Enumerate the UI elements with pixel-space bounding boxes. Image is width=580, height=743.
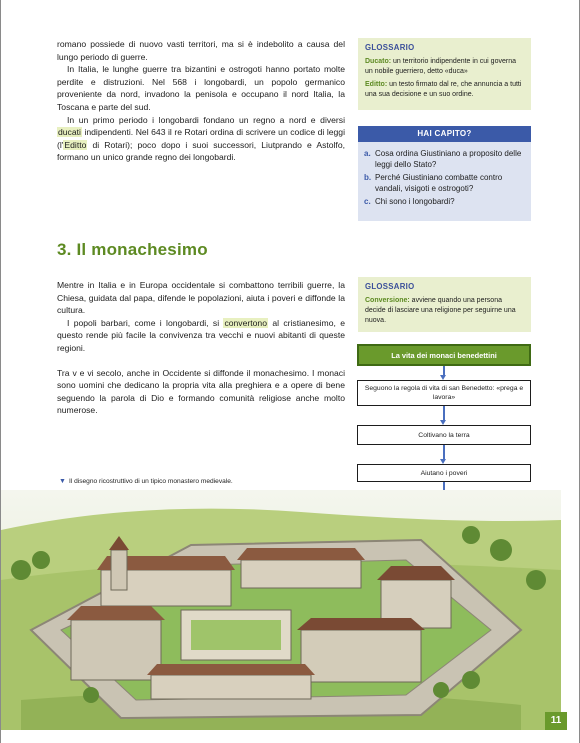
quiz-box <box>358 126 531 221</box>
flow-arrow <box>443 406 445 421</box>
glossary-title: GLOSSARIO <box>365 43 415 52</box>
monastery-illustration <box>1 490 561 730</box>
quiz-question: b. Perché Giustiniano combatte contro vandali, visigoti e ostrogoti? <box>364 173 503 193</box>
flow-box: Coltivano la terra <box>357 425 531 445</box>
paragraph: In un primo periodo i longobardi fondano un regno a nord e diversi ducati indipendenti. Nel 643 il re Rotari ordina di scrivere un codice di leggi (l'Editto di Rotari); poco dopo i suoi successori, Liutprando e Astolfo, formano un unico grande regno dei longobardi. <box>57 114 345 163</box>
flow-arrow <box>443 366 445 376</box>
glossary-term-editto[interactable]: Editto <box>64 139 87 150</box>
glossary-box <box>358 38 531 110</box>
illustration-caption: ▼ Il disegno ricostruttivo di un tipico monastero medievale. <box>59 478 233 485</box>
glossary-term-ducati[interactable]: ducati <box>58 127 81 138</box>
paragraph: romano possiede di nuovo vasti territori, ma si è indebolito a causa del lungo periodo di guerre. <box>57 39 345 62</box>
quiz-title: HAI CAPITO? <box>358 126 531 142</box>
paragraph: In Italia, le lunghe guerre tra bizantini e ostrogoti hanno portato molte perdite e distruzioni. Nel 568 i longobardi, un popolo germanico proveniente da nord, invadono la penisola e occupano il nord Italia, la Toscana e parte del sud. <box>57 64 345 112</box>
triangle-down-icon: ▼ <box>59 478 66 485</box>
glossary-entry: Conversione: avviene quando una persona decide di lasciare una religione per seguirne una nuova. <box>365 297 516 324</box>
flow-box: Seguono la regola di vita di san Benedetto: «prega e lavora» <box>357 380 531 406</box>
quiz-question: c. Chi sono i longobardi? <box>364 197 455 206</box>
glossary-term-convertono[interactable]: convertono <box>224 317 267 328</box>
glossary-entry: Editto: un testo firmato dal re, che annuncia a tutti una sua decisione e un suo ordine. <box>365 81 522 98</box>
paragraph: Tra v e vi secolo, anche in Occidente si diffonde il monachesimo. I monaci sono uomini che dedicano la propria vita alla preghiera e a opere di bene seguendo la parola di Dio e formando comunità religiose anche molto numerose. <box>57 367 345 416</box>
paragraph: I popoli barbari, come i longobardi, si convertono al cristianesimo, e questo rende più facile la convivenza tra vecchi e nuovi abitanti di queste regioni. <box>57 317 345 353</box>
glossary-box-2 <box>358 277 531 332</box>
section-title: 3. Il monachesimo <box>57 240 208 259</box>
glossary-entry: Ducato: un territorio indipendente in cui governa un nobile guerriero, detto «duca» <box>365 58 516 75</box>
quiz-question: a. Cosa ordina Giustiniano a proposito delle leggi dello Stato? <box>364 149 522 169</box>
monachesimo-text <box>57 279 345 417</box>
flow-arrow <box>443 445 445 460</box>
page-number: 11 <box>545 712 567 730</box>
flow-box: Aiutano i poveri <box>357 464 531 482</box>
intro-text <box>57 38 345 164</box>
paragraph: Mentre in Italia e in Europa occidentale si combattono terribili guerre, la Chiesa, guidata dal papa, difende le popolazioni, aiuta i poveri e diffonde la cultura. <box>57 280 345 316</box>
flow-box-title: La vita dei monaci benedettini <box>357 344 531 366</box>
glossary-title: GLOSSARIO <box>365 282 415 291</box>
